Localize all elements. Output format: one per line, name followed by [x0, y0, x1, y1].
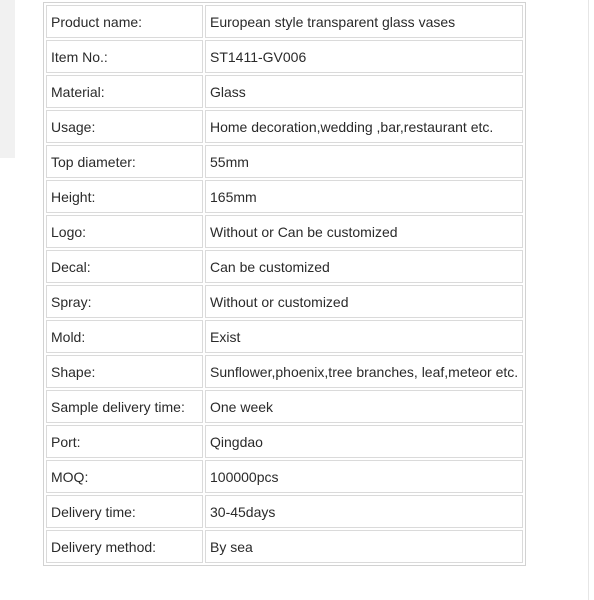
table-row: [46, 495, 523, 528]
spec-label: Delivery time:: [46, 495, 203, 528]
spec-label: Top diameter:: [46, 145, 203, 178]
table-row: [46, 40, 523, 73]
table-row: [46, 355, 523, 388]
right-divider: [588, 0, 589, 600]
spec-label: Spray:: [46, 285, 203, 318]
spec-label: Delivery method:: [46, 530, 203, 563]
spec-label: Port:: [46, 425, 203, 458]
spec-label: Decal:: [46, 250, 203, 283]
table-row: [46, 145, 523, 178]
spec-label: Usage:: [46, 110, 203, 143]
table-row: [46, 110, 523, 143]
spec-value: European style transparent glass vases: [205, 5, 523, 38]
product-spec-table: [43, 2, 526, 566]
table-row: [46, 75, 523, 108]
spec-label: MOQ:: [46, 460, 203, 493]
table-row: [46, 5, 523, 38]
spec-value: 100000pcs: [205, 460, 523, 493]
spec-value: 165mm: [205, 180, 523, 213]
table-row: [46, 320, 523, 353]
table-row: [46, 390, 523, 423]
spec-value: Without or Can be customized: [205, 215, 523, 248]
table-row: [46, 530, 523, 563]
spec-label: Item No.:: [46, 40, 203, 73]
spec-label: Sample delivery time:: [46, 390, 203, 423]
spec-value: Exist: [205, 320, 523, 353]
spec-label: Material:: [46, 75, 203, 108]
spec-value: Glass: [205, 75, 523, 108]
spec-value: Qingdao: [205, 425, 523, 458]
spec-value: ST1411-GV006: [205, 40, 523, 73]
spec-value: Without or customized: [205, 285, 523, 318]
table-row: [46, 250, 523, 283]
spec-value: Can be customized: [205, 250, 523, 283]
spec-value: 55mm: [205, 145, 523, 178]
table-row: [46, 180, 523, 213]
spec-label: Height:: [46, 180, 203, 213]
spec-value: One week: [205, 390, 523, 423]
spec-label: Mold:: [46, 320, 203, 353]
spec-label: Logo:: [46, 215, 203, 248]
spec-value: Home decoration,wedding ,bar,restaurant etc.: [205, 110, 523, 143]
spec-value: 30-45days: [205, 495, 523, 528]
side-panel: [0, 0, 15, 158]
table-row: [46, 460, 523, 493]
table-row: [46, 285, 523, 318]
table-row: [46, 425, 523, 458]
spec-label: Product name:: [46, 5, 203, 38]
table-row: [46, 215, 523, 248]
spec-value: Sunflower,phoenix,tree branches, leaf,meteor etc.: [205, 355, 523, 388]
spec-value: By sea: [205, 530, 523, 563]
spec-label: Shape:: [46, 355, 203, 388]
